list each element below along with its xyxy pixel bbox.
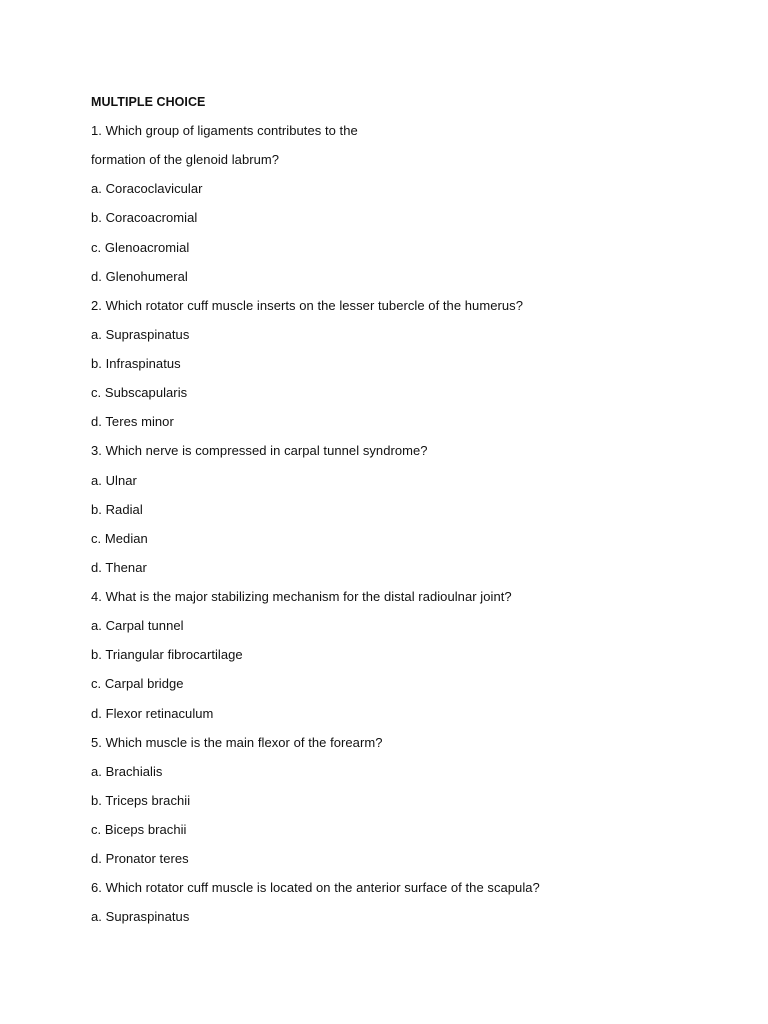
question-3-option-c: c. Median	[91, 531, 148, 546]
question-3-option-a: a. Ulnar	[91, 473, 137, 488]
question-2-option-b: b. Infraspinatus	[91, 356, 181, 371]
question-3-option-b: b. Radial	[91, 502, 143, 517]
question-4-option-d: d. Flexor retinaculum	[91, 706, 214, 721]
question-1-option-b: b. Coracoacromial	[91, 210, 198, 225]
question-1-stem-line-2: formation of the glenoid labrum?	[91, 152, 280, 167]
page-heading: MULTIPLE CHOICE	[91, 95, 206, 109]
question-3-stem: 3. Which nerve is compressed in carpal tunnel syndrome?	[91, 443, 428, 458]
question-4-stem: 4. What is the major stabilizing mechanism for the distal radioulnar joint?	[91, 589, 512, 604]
question-5-option-d: d. Pronator teres	[91, 851, 189, 866]
question-5-option-b: b. Triceps brachii	[91, 793, 191, 808]
question-3-option-d: d. Thenar	[91, 560, 147, 575]
question-1-option-c: c. Glenoacromial	[91, 240, 190, 255]
question-6-option-a: a. Supraspinatus	[91, 909, 190, 924]
question-2-stem: 2. Which rotator cuff muscle inserts on the lesser tubercle of the humerus?	[91, 298, 523, 313]
question-4-option-c: c. Carpal bridge	[91, 676, 184, 691]
question-5-option-a: a. Brachialis	[91, 764, 163, 779]
question-1-option-d: d. Glenohumeral	[91, 269, 188, 284]
question-4-option-b: b. Triangular fibrocartilage	[91, 647, 243, 662]
question-5-stem: 5. Which muscle is the main flexor of the forearm?	[91, 735, 383, 750]
question-1-option-a: a. Coracoclavicular	[91, 181, 203, 196]
question-5-option-c: c. Biceps brachii	[91, 822, 187, 837]
question-2-option-c: c. Subscapularis	[91, 385, 188, 400]
question-1-stem-line-1: 1. Which group of ligaments contributes to the	[91, 123, 358, 138]
question-4-option-a: a. Carpal tunnel	[91, 618, 184, 633]
question-6-stem: 6. Which rotator cuff muscle is located on the anterior surface of the scapula?	[91, 880, 540, 895]
question-2-option-a: a. Supraspinatus	[91, 327, 190, 342]
question-2-option-d: d. Teres minor	[91, 414, 174, 429]
